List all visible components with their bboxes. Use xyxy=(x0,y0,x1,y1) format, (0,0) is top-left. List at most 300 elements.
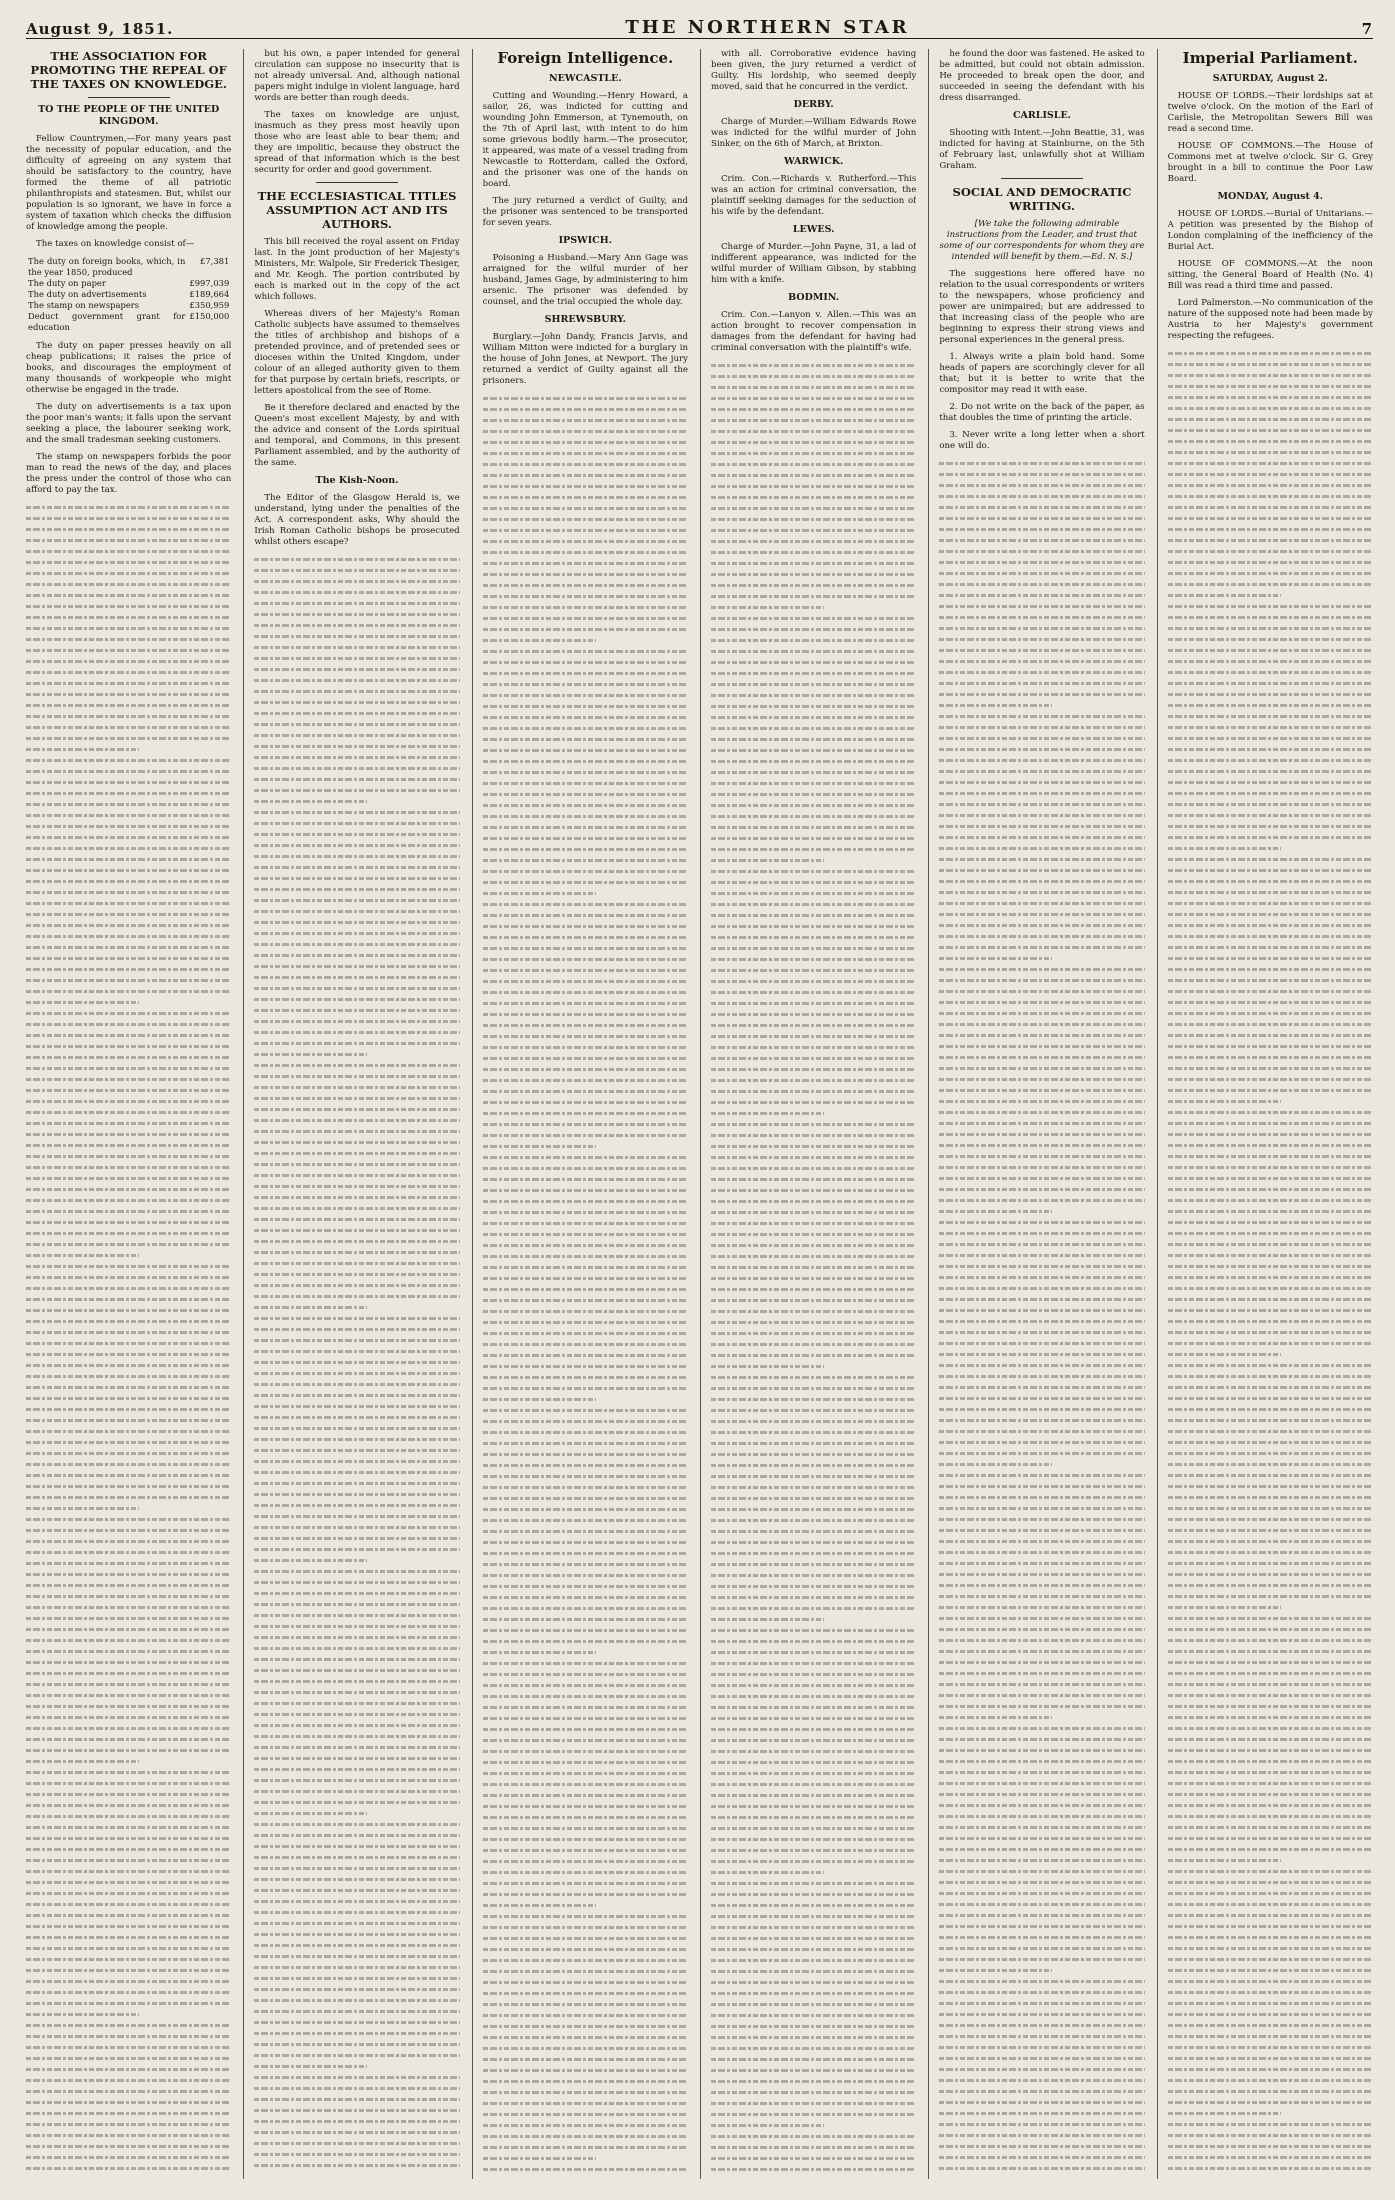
text-line xyxy=(711,382,916,393)
text-line xyxy=(711,1746,916,1757)
text-line xyxy=(1168,1151,1373,1162)
text-line xyxy=(711,833,916,844)
text-line xyxy=(254,1170,459,1181)
text-line xyxy=(254,1148,459,1159)
text-line xyxy=(711,822,916,833)
tax-label: The duty on advertisements xyxy=(28,289,147,299)
text-line xyxy=(254,840,459,851)
text-line xyxy=(483,1526,688,1537)
tax-table xyxy=(26,256,231,333)
text-line xyxy=(254,1599,459,1610)
text-line xyxy=(26,832,231,843)
text-line xyxy=(254,1973,459,1984)
text-line xyxy=(26,821,231,832)
text-line xyxy=(1168,1965,1373,1976)
text-line xyxy=(1168,799,1373,810)
text-line xyxy=(254,1841,459,1852)
text-line xyxy=(1168,1679,1373,1690)
text-line xyxy=(483,1724,688,1735)
text-line xyxy=(711,1042,916,1053)
text-line xyxy=(1168,1283,1373,1294)
text-line xyxy=(26,1019,231,1030)
text-line xyxy=(483,1185,688,1196)
article-paragraph: HOUSE OF COMMONS.—At the noon sitting, the General Board of Health (No. 4) Bill was read a third time and passed. xyxy=(1167,259,1373,291)
text-line xyxy=(254,1115,459,1126)
text-line xyxy=(26,601,231,612)
text-line xyxy=(26,2086,231,2097)
text-line xyxy=(1168,1866,1373,1877)
text-line xyxy=(483,1603,688,1614)
text-line xyxy=(483,1295,688,1306)
text-line xyxy=(483,1097,688,1108)
text-line xyxy=(254,1665,459,1676)
text-line xyxy=(1168,865,1373,876)
text-line xyxy=(254,1016,459,1027)
text-line xyxy=(1168,1822,1373,1833)
text-line xyxy=(939,1833,1144,1844)
text-line xyxy=(26,1822,231,1833)
text-line xyxy=(26,535,231,546)
text-line xyxy=(483,2109,688,2120)
text-line xyxy=(254,1093,459,1104)
text-line xyxy=(26,1030,231,1041)
text-line xyxy=(1168,403,1373,414)
text-line xyxy=(483,492,688,503)
text-line xyxy=(26,1833,231,1844)
text-line xyxy=(1168,1195,1373,1206)
text-line xyxy=(711,1768,916,1779)
text-line xyxy=(711,1702,916,1713)
text-line xyxy=(939,1789,1144,1800)
text-line xyxy=(26,513,231,524)
text-line xyxy=(254,1346,459,1357)
text-line xyxy=(1168,524,1373,535)
text-line xyxy=(1168,766,1373,777)
text-line xyxy=(1168,1536,1373,1547)
text-line xyxy=(1168,744,1373,755)
text-line xyxy=(483,668,688,679)
text-line xyxy=(254,1885,459,1896)
text-line xyxy=(939,1635,1144,1646)
text-line xyxy=(711,437,916,448)
text-line xyxy=(939,1998,1144,2009)
article-paragraph: Cutting and Wounding.—Henry Howard, a sailor, 26, was indicted for cutting and wounding John Emmerson, at Tynemouth, on the 7th of April last, with intent to do him some grievous bodily harm.—The prosecutor, it appeared, was mate of a vessel trading from Newcastle to Rotterdam, called the Oxford, and the prisoner was one of the hands on board. xyxy=(482,91,688,189)
text-line xyxy=(26,1129,231,1140)
text-line xyxy=(483,1460,688,1471)
text-line xyxy=(254,1643,459,1654)
text-line xyxy=(26,1261,231,1272)
text-line xyxy=(1168,480,1373,491)
text-line xyxy=(939,1239,1144,1250)
tax-value: £150,000 xyxy=(189,311,230,321)
text-line xyxy=(711,899,916,910)
text-line xyxy=(254,1544,459,1555)
text-line xyxy=(483,1383,688,1394)
text-line xyxy=(1168,733,1373,744)
article-paragraph: The taxes on knowledge are unjust, inasmuch as they press most heavily upon those who are least able to bear them; and they are impolitic, because they obstruct the spread of that information which is the best security for order and good government. xyxy=(254,110,460,175)
tax-row xyxy=(26,289,231,300)
text-line xyxy=(26,1239,231,1250)
text-line xyxy=(26,1217,231,1228)
text-line xyxy=(26,2031,231,2042)
text-line xyxy=(939,1041,1144,1052)
text-line xyxy=(711,943,916,954)
article-paragraph: he found the door was fastened. He asked to be admitted, but could not obtain admission. He proceeded to break open the door, and succeeded in seeing the defendant with his dress disarranged. xyxy=(939,49,1145,103)
text-line xyxy=(939,1987,1144,1998)
article-paragraph: 2. Do not write on the back of the paper, as that doubles the time of printing the article. xyxy=(939,402,1145,423)
text-line xyxy=(26,1327,231,1338)
text-line xyxy=(254,2028,459,2039)
text-line xyxy=(711,1867,824,1878)
text-line xyxy=(711,1262,916,1273)
text-line xyxy=(711,1317,916,1328)
text-line xyxy=(939,480,1144,491)
text-line xyxy=(1168,788,1373,799)
text-line xyxy=(1168,1107,1373,1118)
text-line xyxy=(254,1236,459,1247)
text-line xyxy=(939,1745,1144,1756)
text-line xyxy=(939,1459,1052,1470)
text-line xyxy=(483,437,688,448)
text-line xyxy=(1168,1459,1373,1470)
text-line xyxy=(711,987,916,998)
text-line xyxy=(26,1613,231,1624)
text-line xyxy=(483,921,688,932)
tax-row xyxy=(26,278,231,289)
text-line xyxy=(26,1448,231,1459)
text-line xyxy=(483,580,688,591)
text-line xyxy=(254,1335,459,1346)
text-line xyxy=(26,689,231,700)
text-line xyxy=(939,1778,1144,1789)
article-paragraph: The stamp on newspapers forbids the poor man to read the news of the day, and places the press under the control of those who can afford to pay the tax. xyxy=(26,452,232,495)
article-paragraph: The duty on advertisements is a tax upon the poor man's wants; it falls upon the servant seeking a place, the labourer seeking work, and the small tradesman seeking customers. xyxy=(26,402,232,445)
text-line xyxy=(26,1767,231,1778)
text-line xyxy=(483,1592,688,1603)
text-line xyxy=(711,1251,916,1262)
text-line xyxy=(483,1779,688,1790)
text-line xyxy=(939,1162,1144,1173)
article-paragraph: Crim. Con.—Lanyon v. Allen.—This was an action brought to recover compensation in damages from the defendant for having had criminal conversation with the plaintiff's wife. xyxy=(710,310,917,353)
text-line xyxy=(1168,623,1373,634)
text-line xyxy=(1168,2042,1373,2053)
text-line xyxy=(483,833,688,844)
tax-row xyxy=(26,300,231,311)
text-line xyxy=(254,1918,459,1929)
text-line xyxy=(254,917,459,928)
text-line xyxy=(254,1478,459,1489)
text-line xyxy=(254,1951,459,1962)
text-line xyxy=(26,502,231,513)
text-line xyxy=(939,744,1144,755)
text-line xyxy=(711,1504,916,1515)
text-line xyxy=(711,2153,916,2164)
text-line xyxy=(939,557,1144,568)
text-line xyxy=(711,2142,916,2153)
text-line xyxy=(711,734,916,745)
text-line xyxy=(939,1382,1144,1393)
text-line xyxy=(711,580,916,591)
text-line xyxy=(26,1206,231,1217)
text-line xyxy=(26,1426,231,1437)
text-line xyxy=(939,1690,1144,1701)
text-line xyxy=(483,2065,688,2076)
text-line xyxy=(1168,1525,1373,1536)
text-line xyxy=(939,1514,1144,1525)
text-line xyxy=(711,415,916,426)
text-line xyxy=(483,1966,688,1977)
text-line xyxy=(483,1911,688,1922)
text-line xyxy=(711,932,916,943)
text-line xyxy=(939,1437,1144,1448)
text-line xyxy=(939,1844,1144,1855)
text-line xyxy=(26,2042,231,2053)
text-line xyxy=(939,1800,1144,1811)
text-line xyxy=(711,2043,916,2054)
text-line xyxy=(254,1995,459,2006)
text-line xyxy=(483,855,688,866)
text-line xyxy=(483,1042,688,1053)
text-line xyxy=(26,1228,231,1239)
text-line xyxy=(711,470,916,481)
text-line xyxy=(711,1592,916,1603)
text-line xyxy=(254,1907,459,1918)
text-line xyxy=(711,767,916,778)
text-line xyxy=(1168,1668,1373,1679)
text-line xyxy=(1168,942,1373,953)
text-line xyxy=(483,2164,688,2175)
text-line xyxy=(1168,1349,1281,1360)
text-line xyxy=(26,590,231,601)
text-line xyxy=(711,393,916,404)
tax-label: Deduct government grant for education xyxy=(28,311,186,332)
text-line xyxy=(939,1470,1144,1481)
body-text xyxy=(254,554,459,2171)
text-line xyxy=(1168,1591,1373,1602)
text-line xyxy=(939,810,1144,821)
text-line xyxy=(711,2120,824,2131)
text-line xyxy=(1168,2141,1373,2152)
text-line xyxy=(1168,1558,1373,1569)
text-line xyxy=(254,2061,367,2072)
text-line xyxy=(483,1372,688,1383)
text-line xyxy=(939,2064,1144,2075)
text-line xyxy=(1168,1833,1373,1844)
text-line xyxy=(254,1852,459,1863)
text-line xyxy=(711,1570,916,1581)
text-line xyxy=(939,1063,1144,1074)
text-line xyxy=(711,789,916,800)
text-line xyxy=(1168,1998,1373,2009)
article-paragraph: Poisoning a Husband.—Mary Ann Gage was arraigned for the wilful murder of her husband, James Gage, by administering to him arsenic. The prisoner was defended by counsel, and the trial occupied the whole day. xyxy=(482,253,688,307)
text-line xyxy=(26,700,231,711)
masthead xyxy=(26,8,1373,39)
text-line xyxy=(483,448,688,459)
text-line xyxy=(939,1118,1144,1129)
text-line xyxy=(26,1536,231,1547)
text-line xyxy=(483,2131,688,2142)
text-line xyxy=(939,1877,1144,1888)
text-line xyxy=(483,613,688,624)
text-line xyxy=(26,1734,231,1745)
text-line xyxy=(26,1360,231,1371)
text-line xyxy=(483,525,688,536)
text-line xyxy=(254,1533,459,1544)
text-line xyxy=(711,2098,916,2109)
text-line xyxy=(483,888,596,899)
tax-value: £350,959 xyxy=(189,300,230,310)
text-line xyxy=(483,1790,688,1801)
text-line xyxy=(1168,1338,1373,1349)
body-text xyxy=(26,502,231,2174)
text-line xyxy=(26,766,231,777)
text-line xyxy=(711,624,916,635)
text-line xyxy=(254,2050,459,2061)
text-line xyxy=(254,2160,459,2171)
tax-label: The duty on paper xyxy=(28,278,106,288)
text-line xyxy=(483,481,688,492)
text-line xyxy=(26,1547,231,1558)
text-line xyxy=(254,598,459,609)
text-line xyxy=(483,1174,688,1185)
text-line xyxy=(26,1107,231,1118)
text-line xyxy=(1168,436,1373,447)
text-line xyxy=(254,1445,459,1456)
text-line xyxy=(1168,1096,1281,1107)
text-line xyxy=(26,755,231,766)
text-line xyxy=(711,569,916,580)
text-line xyxy=(711,1306,916,1317)
text-line xyxy=(254,873,459,884)
text-line xyxy=(939,2152,1144,2163)
text-line xyxy=(711,1394,916,1405)
text-line xyxy=(483,415,688,426)
text-line xyxy=(483,1735,688,1746)
text-line xyxy=(483,899,688,910)
article-subhead: SHREWSBURY. xyxy=(544,314,626,325)
text-line xyxy=(939,1360,1144,1371)
text-line xyxy=(483,745,688,756)
text-line xyxy=(1168,1734,1373,1745)
text-line xyxy=(254,1137,459,1148)
text-line xyxy=(1168,1415,1373,1426)
article-subhead: IPSWICH. xyxy=(558,235,613,246)
text-line xyxy=(26,1393,231,1404)
text-line xyxy=(711,1196,916,1207)
text-line xyxy=(939,502,1144,513)
text-line xyxy=(26,876,231,887)
text-line xyxy=(711,866,916,877)
text-line xyxy=(939,612,1144,623)
text-line xyxy=(939,1756,1144,1767)
text-line xyxy=(483,1152,688,1163)
divider xyxy=(316,182,398,183)
text-line xyxy=(939,953,1052,964)
text-line xyxy=(711,1625,916,1636)
text-line xyxy=(483,712,688,723)
text-line xyxy=(711,1944,916,1955)
text-line xyxy=(711,690,916,701)
text-line xyxy=(254,1720,459,1731)
text-line xyxy=(1168,1932,1373,1943)
text-line xyxy=(483,1977,688,1988)
text-line xyxy=(483,1955,688,1966)
text-line xyxy=(711,1020,916,1031)
text-line xyxy=(711,536,916,547)
text-line xyxy=(26,1778,231,1789)
text-line xyxy=(254,1467,459,1478)
text-line xyxy=(939,1030,1144,1041)
text-line xyxy=(711,1449,916,1460)
text-line xyxy=(483,1031,688,1042)
text-line xyxy=(254,1357,459,1368)
text-line xyxy=(26,2097,231,2108)
text-line xyxy=(26,1118,231,1129)
text-line xyxy=(711,448,916,459)
text-line xyxy=(26,1668,231,1679)
text-line xyxy=(254,785,459,796)
text-line xyxy=(1168,2163,1373,2174)
text-line xyxy=(483,1889,688,1900)
article-subhead: LEWES. xyxy=(792,224,835,235)
text-line xyxy=(254,774,459,785)
text-line xyxy=(254,1324,459,1335)
text-line xyxy=(939,821,1144,832)
text-line xyxy=(254,972,459,983)
text-line xyxy=(1168,1360,1373,1371)
text-line xyxy=(26,1481,231,1492)
article-headline: THE ECCLESIASTICAL TITLES ASSUMPTION ACT AND ITS AUTHORS. xyxy=(257,189,457,231)
text-line xyxy=(711,1108,824,1119)
article-paragraph: The duty on paper presses heavily on all cheap publications; it raises the price of books, and discourages the employment of many thousands of workpeople who might otherwise be engaged in the trade. xyxy=(26,341,232,395)
text-line xyxy=(483,470,688,481)
text-line xyxy=(1168,1756,1373,1767)
text-line xyxy=(254,2127,459,2138)
text-line xyxy=(254,1258,459,1269)
text-line xyxy=(254,1775,459,1786)
text-line xyxy=(483,1746,688,1757)
text-line xyxy=(254,1104,459,1115)
text-line xyxy=(1168,612,1373,623)
text-line xyxy=(483,2032,688,2043)
text-line xyxy=(1168,1745,1373,1756)
text-line xyxy=(1168,370,1373,381)
text-line xyxy=(711,492,916,503)
text-line xyxy=(254,1225,459,1236)
text-line xyxy=(1168,392,1373,403)
text-line xyxy=(254,1808,367,1819)
article-subhead: BODMIN. xyxy=(788,292,840,303)
article-paragraph: The Editor of the Glasgow Herald is, we understand, lying under the penalties of the Act. A correspondent asks, Why should the Irish Roman Catholic bishops be prosecuted whilst others escape? xyxy=(254,493,460,547)
text-line xyxy=(1168,1910,1373,1921)
text-line xyxy=(711,1482,916,1493)
text-line xyxy=(1168,1008,1373,1019)
text-line xyxy=(483,1944,688,1955)
text-line xyxy=(711,888,916,899)
text-line xyxy=(939,1822,1144,1833)
text-line xyxy=(26,1921,231,1932)
text-line xyxy=(939,722,1144,733)
text-line xyxy=(1168,887,1373,898)
text-line xyxy=(939,1954,1144,1965)
text-line xyxy=(254,1522,459,1533)
text-line xyxy=(939,986,1144,997)
text-line xyxy=(26,656,231,667)
text-line xyxy=(939,964,1144,975)
text-line xyxy=(711,1273,916,1284)
tax-value: £189,664 xyxy=(189,289,230,299)
text-line xyxy=(1168,1041,1373,1052)
